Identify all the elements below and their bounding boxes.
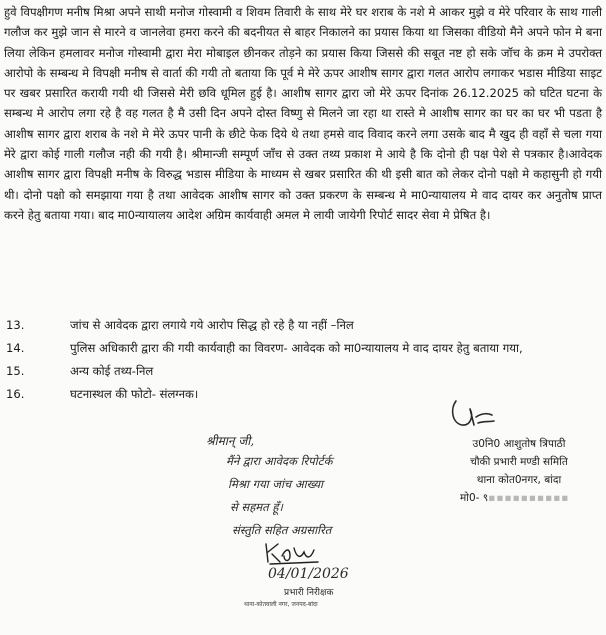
officer-mobile (460, 490, 606, 507)
item-number: 13. (6, 318, 25, 332)
item-text: घटनास्थल की फोटो- संलग्नक। (70, 387, 199, 401)
officer-station: थाना कोत0नगर, बांदा (476, 474, 562, 486)
endorsement-line: मैंने द्वारा आवेदक रिपोर्टर्क (226, 454, 333, 468)
endorsement-line: संस्तुति सहित अग्रसारित (232, 523, 332, 537)
item-14 (6, 339, 602, 357)
inspector-designation: प्रभारी निरीक्षक (284, 588, 334, 598)
item-number: 16. (6, 387, 25, 401)
item-16 (6, 385, 602, 403)
item-number: 15. (6, 364, 25, 378)
officer-mobile-label: मो0- ९ (460, 492, 489, 504)
endorsement-salutation: श्रीमान् जी, (206, 434, 255, 448)
item-text: जांच से आवेदक द्वारा लगाये गये आरोप सिद्ध हो रहे है या नहीं –निल (70, 318, 354, 332)
endorsement-line: से सहमत हूँ। (230, 500, 283, 514)
item-15 (6, 362, 602, 380)
redacted-number: ▪▪▪▪▪▪▪▪▪▪ (488, 492, 570, 504)
report-body-paragraph: हुवे विपक्षीगण मनीष मिश्रा अपने साथी मनोज गोस्वामी व शिवम तिवारी के साथ मेरे घर शराब के नशे मे आकर मुझे व मेरे परिवार के साथ गाली गलौज कर मुझे जान से मारने व जानलेवा हमरा करने की बदनीयत से बाहर निकालने का प्रयास किया था जिसका वीडियो मैने अपने फोन मे बना लिया लेकिन हमलावर मनोज गोस्वामी द्वारा मेरा मोबाइल छीनकर तोड़ने का प्रयास किया जिससे की सबूत नष्ट हो सके जॉच के क्रम मे उपरोक्त आरोपो के सम्बन्ध मे विपक्षी मनीष से वार्ता की गयी तो बताया कि पूर्व मे मेरे ऊपर आशीष सागर द्वारा गलत आरोप लगाकर भडास मीडिया साइट पर खबर प्रसारित करायी गयी थी जिससे मेरी छवि धूमिल हुई है। आशीष सागर द्वारा जो मेरे ऊपर दिनांक 26.12.2025 को घटित घटना के सम्बन्ध मे आरोप लगा रहे है वह गलत है मै उसी दिन अपने दोस्त विष्णु से मिलने जा रहा था रास्ते मे आशीष सागर का घर का घर भी पडता है आशीष सागर द्वारा शराब के नशे मे मेरे ऊपर पानी के छीटे फेक दिये थे तथा हमसे वाद विवाद करने लगा उसके बाद मै खुद ही वहाँ से चला गया मेरे द्वारा कोई गाली गलौज नही की गयी है। श्रीमान्जी सम्पूर्ण जाँच से उक्त तथ्य प्रकाश मे आये है कि दोनो ही पक्ष पेशे से पत्रकार है।आवेदक आशीष सागर द्वारा विपक्षी मनीष के विरुद्ध भडास मीडिया के माध्यम से खबर प्रसारित की थी इसी बात को लेकर दोनो पक्षो मे कहासुनी हो गयी थी। दोनो पक्षो को समझाया गया है तथा आवेदक आशीष सागर को उक्त प्रकरण के सम्बन्ध मे मा0न्यायालय मे वाद दायर कर अनुतोष प्राप्त करने हेतु बताया गया। बाद मा0न्यायालय आदेश अग्रिम कार्यवाही अमल मे लायी जायेगी रिपोर्ट सादर सेवा मे प्रेषित है। (4, 5, 602, 222)
item-number: 14. (6, 341, 25, 355)
endorsement-line: मिश्रा गया जांच आख्या (228, 477, 324, 491)
endorsement-date: 04/01/2026 (268, 566, 349, 582)
officer-post: चौकी प्रभारी मण्डी समिति (470, 456, 568, 468)
officer-signature (448, 395, 498, 431)
inspector-signature (262, 540, 326, 566)
item-text: अन्य कोई तथ्य-निल (70, 364, 154, 378)
police-station-stamp: थाना-कोतवाली नगर, जनपद-बांदा (244, 601, 318, 608)
officer-name: उ0नि0 आशुतोष त्रिपाठी (472, 438, 566, 450)
item-13 (6, 316, 602, 334)
item-text: पुलिस अधिकारी द्वारा की गयी कार्यवाही का विवरण- आवेदक को मा0न्यायालय मे वाद दायर हेतु बताया गया, (70, 341, 523, 355)
